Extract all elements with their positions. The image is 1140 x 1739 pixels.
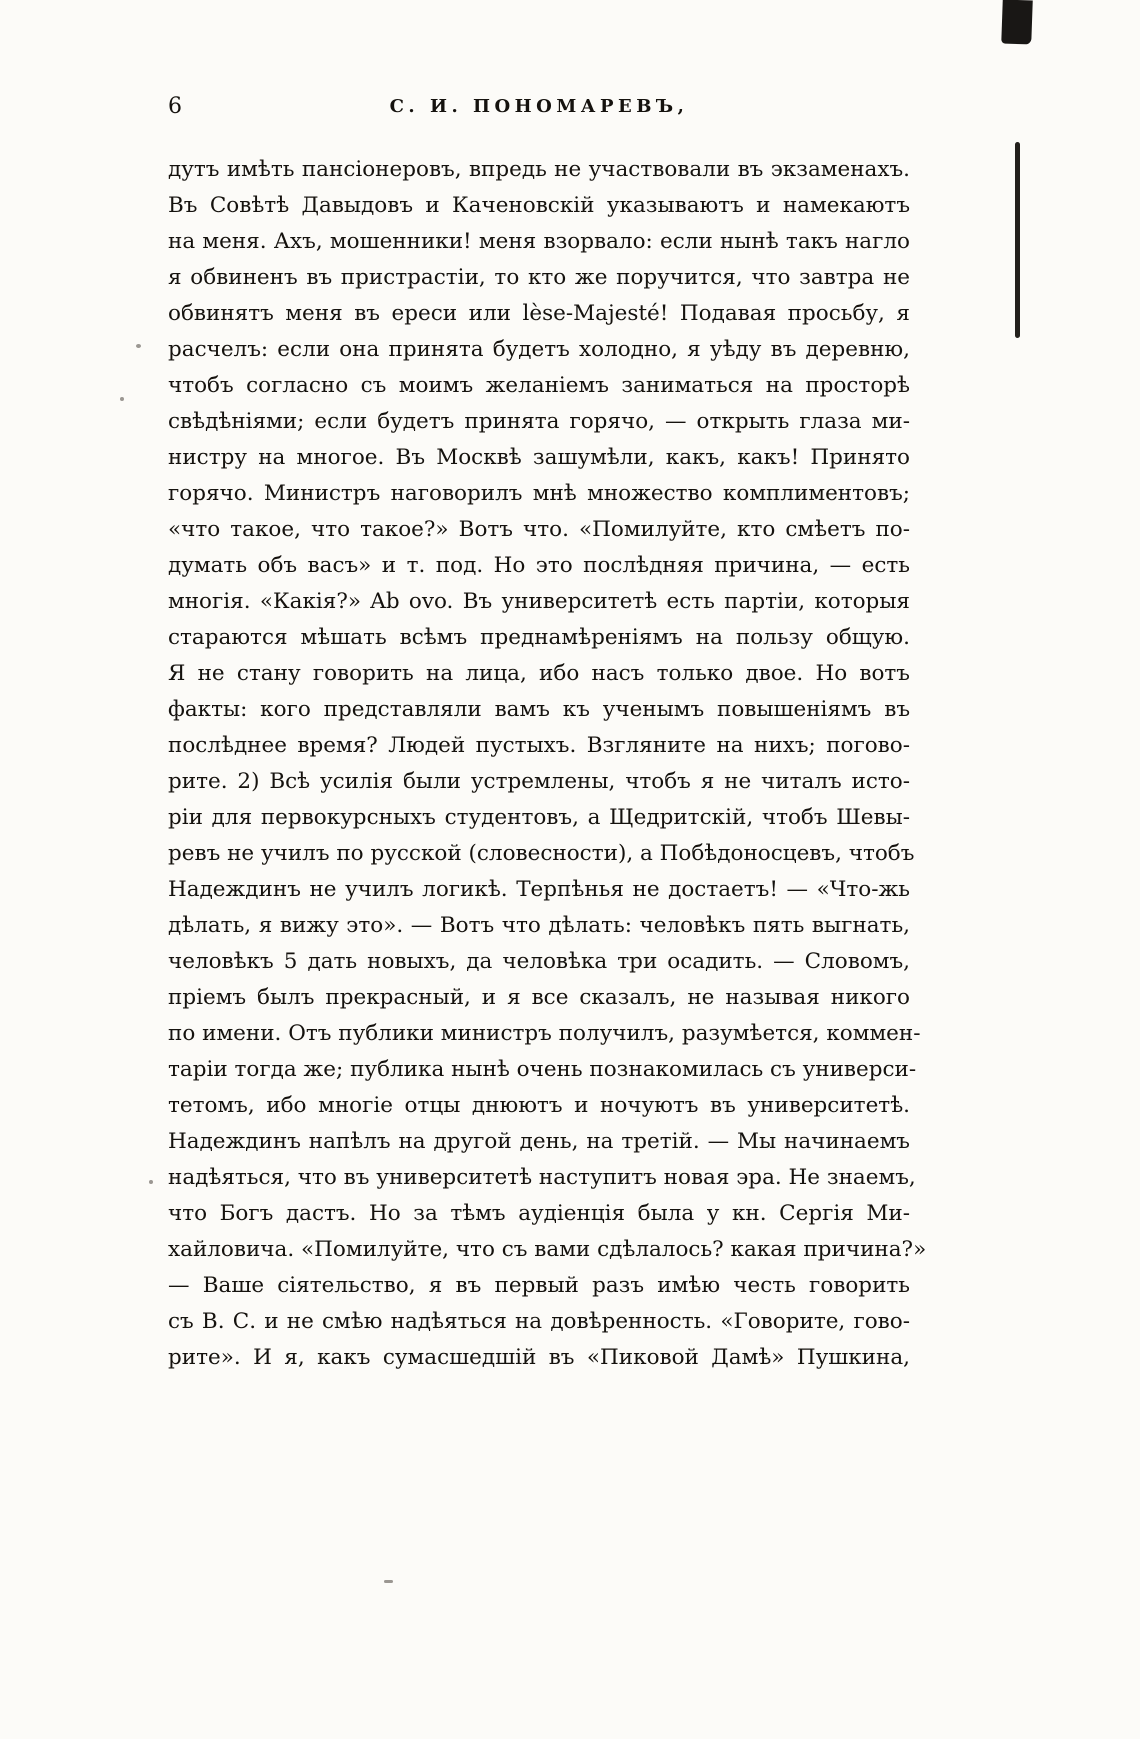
text-line: рите». И я, какъ сумасшедшій въ «Пиковой Дамѣ» Пушкина, xyxy=(168,1345,910,1370)
text-line: ріи для первокурсныхъ студентовъ, а Щедритскій, чтобъ Шевы- xyxy=(168,805,910,830)
page-header xyxy=(168,94,910,124)
scan-speck xyxy=(149,1180,153,1184)
text-line: Надеждинъ не училъ логикѣ. Терпѣнья не достаетъ! — «Что-жь xyxy=(168,877,910,902)
text-line: что Богъ дастъ. Но за тѣмъ аудіенція была у кн. Сергія Ми- xyxy=(168,1201,910,1226)
text-line: факты: кого представляли вамъ къ ученымъ повышеніямъ въ xyxy=(168,697,910,722)
text-line: дутъ имѣть пансіонеровъ, впредь не участвовали въ экзаменахъ. xyxy=(168,157,910,182)
text-line: — Ваше сіятельство, я въ первый разъ имѣю честь говорить xyxy=(168,1273,910,1298)
text-line: рите. 2) Всѣ усилія были устремлены, чтобъ я не читалъ исто- xyxy=(168,769,910,794)
scan-artifact-corner xyxy=(1001,0,1033,45)
text-line: Я не стану говорить на лица, ибо насъ только двое. Но вотъ xyxy=(168,661,910,686)
text-line: нистру на многое. Въ Москвѣ зашумѣли, какъ, какъ! Принято xyxy=(168,445,910,470)
running-header: С. И. ПОНОМАРЕВЪ, xyxy=(389,96,689,117)
scan-artifact-ink-bar xyxy=(1015,142,1020,338)
text-line: обвинятъ меня въ ереси или lèse-Majesté! Подавая просьбу, я xyxy=(168,301,910,326)
text-line: съ В. С. и не смѣю надѣяться на довѣренность. «Говорите, гово- xyxy=(168,1309,910,1334)
scan-speck xyxy=(136,344,141,348)
text-line: тетомъ, ибо многіе отцы днюютъ и ночуютъ въ университетѣ. xyxy=(168,1093,910,1118)
text-line: по имени. Отъ публики министръ получилъ, разумѣется, коммен- xyxy=(168,1021,921,1046)
text-line: хайловича. «Помилуйте, что съ вами сдѣлалось? какая причина?» xyxy=(168,1237,927,1262)
text-line: я обвиненъ въ пристрастіи, то кто же поручится, что завтра не xyxy=(168,265,910,290)
text-line: чтобъ согласно съ моимъ желаніемъ заниматься на просторѣ xyxy=(168,373,910,398)
text-line: свѣдѣніями; если будетъ принята горячо, — открыть глаза ми- xyxy=(168,409,910,434)
page-number: 6 xyxy=(168,94,183,119)
text-line: многія. «Какія?» Ab ovo. Въ университетѣ есть партіи, которыя xyxy=(168,589,910,614)
scan-speck xyxy=(384,1580,393,1583)
text-line: послѣднее время? Людей пустыхъ. Взгляните на нихъ; погово- xyxy=(168,733,910,758)
text-line: Въ Совѣтѣ Давыдовъ и Каченовскій указываютъ и намекаютъ xyxy=(168,193,910,218)
text-line: стараются мѣшать всѣмъ преднамѣреніямъ на пользу общую. xyxy=(168,625,910,650)
text-line: дѣлать, я вижу это». — Вотъ что дѣлать: человѣкъ пять выгнать, xyxy=(168,913,910,938)
text-line: Надеждинъ напѣлъ на другой день, на третій. — Мы начинаемъ xyxy=(168,1129,910,1154)
text-line: надѣяться, что въ университетѣ наступитъ новая эра. Не знаемъ, xyxy=(168,1165,916,1190)
text-line: человѣкъ 5 дать новыхъ, да человѣка три осадить. — Словомъ, xyxy=(168,949,910,974)
text-line: думать объ васъ» и т. под. Но это послѣдняя причина, — есть xyxy=(168,553,910,578)
text-line: «что такое, что такое?» Вотъ что. «Помилуйте, кто смѣетъ по- xyxy=(168,517,910,542)
text-line: таріи тогда же; публика нынѣ очень познакомилась съ универси- xyxy=(168,1057,917,1082)
text-line: горячо. Министръ наговорилъ мнѣ множество комплиментовъ; xyxy=(168,481,910,506)
text-line: расчелъ: если она принята будетъ холодно, я уѣду въ деревню, xyxy=(168,337,910,362)
scan-speck xyxy=(120,397,124,401)
text-line: ревъ не училъ по русской (словесности), а Побѣдоносцевъ, чтобъ xyxy=(168,841,915,866)
text-line: пріемъ былъ прекрасный, и я все сказалъ, не называя никого xyxy=(168,985,910,1010)
body-text xyxy=(168,152,927,1376)
text-line: на меня. Ахъ, мошенники! меня взорвало: если нынѣ такъ нагло xyxy=(168,229,910,254)
